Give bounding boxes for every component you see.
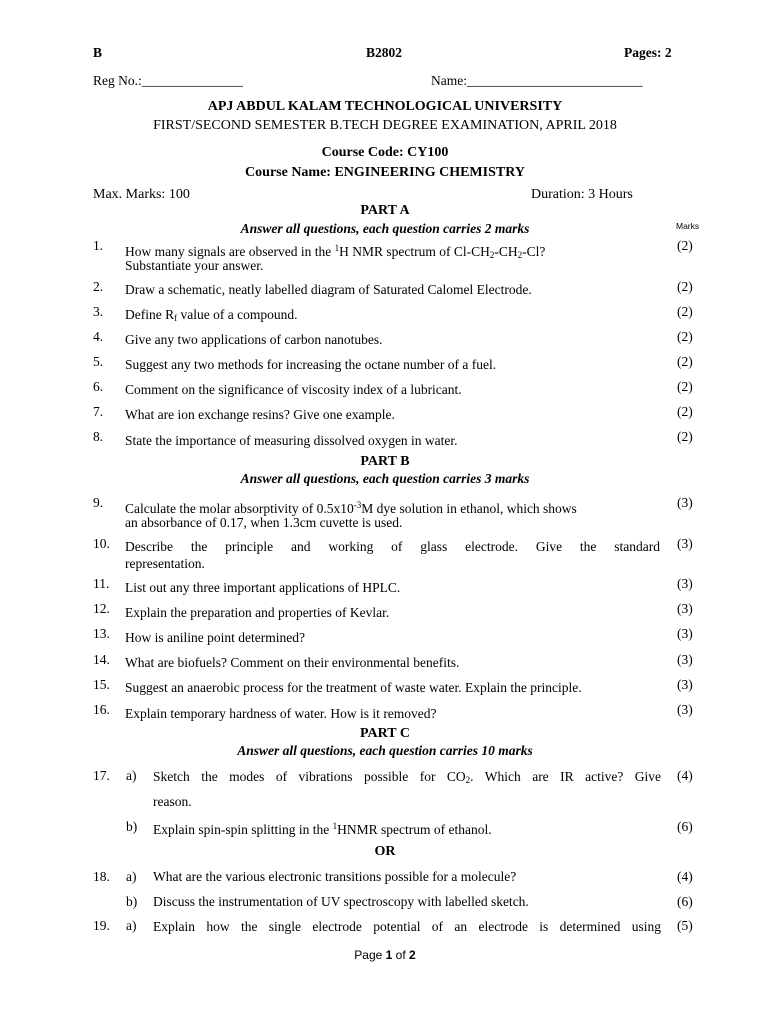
question-number: 12. <box>93 601 110 616</box>
course-name: Course Name: ENGINEERING CHEMISTRY <box>245 165 525 180</box>
question-text: What are the various electronic transitions possible for a molecule? <box>153 869 517 884</box>
page-footer: Page 1 of 2 <box>354 948 416 962</box>
question-text-line2: Substantiate your answer. <box>125 258 264 273</box>
sub-question-letter: b) <box>126 819 138 834</box>
question-marks: (2) <box>677 429 693 444</box>
question-marks: (6) <box>677 819 693 834</box>
or-separator: OR <box>374 844 396 859</box>
part-c-instruction: Answer all questions, each question carries 10 marks <box>237 743 533 758</box>
question-marks: (5) <box>677 918 693 933</box>
question-text: What are ion exchange resins? Give one example. <box>125 407 395 422</box>
question-marks: (3) <box>677 495 693 510</box>
question-marks: (3) <box>677 677 693 692</box>
question-marks: (4) <box>677 768 693 783</box>
sub-question-letter: b) <box>126 894 138 909</box>
question-marks: (2) <box>677 329 693 344</box>
question-number: 7. <box>93 404 104 419</box>
question-text: How many signals are observed in the $^1$H NMR spectrum of $Cl-CH_2-CH_2-Cl$? <box>125 243 546 260</box>
question-marks: (2) <box>677 279 693 294</box>
part-a-title: PART A <box>360 203 410 218</box>
question-number: 5. <box>93 354 104 369</box>
marks-column-heading: Marks <box>676 221 700 231</box>
question-marks: (3) <box>677 652 693 667</box>
paper-code: B2802 <box>366 45 403 60</box>
question-number: 4. <box>93 329 104 344</box>
question-marks: (3) <box>677 626 693 641</box>
question-text: Calculate the molar absorptivity of $0.5x10^{-3}M$ dye solution in ethanol, which shows <box>125 500 577 516</box>
question-text: Sketch the modes of vibrations possible for $CO_2$. Which are IR active? Give <box>153 769 662 785</box>
question-marks: (6) <box>677 894 693 909</box>
question-number: 2. <box>93 279 104 294</box>
question-marks: (3) <box>677 601 693 616</box>
question-number: 14. <box>93 652 110 667</box>
total-pages: 2 <box>409 948 416 962</box>
question-number: 8. <box>93 429 104 444</box>
question-marks: (2) <box>677 238 693 253</box>
question-number: 13. <box>93 626 110 641</box>
part-c-title: PART C <box>360 726 410 741</box>
question-text: Comment on the significance of viscosity index of a lubricant. <box>125 382 462 397</box>
question-number: 6. <box>93 379 104 394</box>
question-marks: (2) <box>677 404 693 419</box>
pages-count: Pages: 2 <box>624 45 672 60</box>
course-code: Course Code: CY100 <box>321 145 449 160</box>
question-text: Explain spin-spin splitting in the $^1$HNMR spectrum of ethanol. <box>153 821 492 837</box>
question-number: 18. <box>93 869 110 884</box>
question-text: How is aniline point determined? <box>125 630 305 645</box>
question-marks: (4) <box>677 869 693 884</box>
question-text: What are biofuels? Comment on their environmental benefits. <box>125 655 460 670</box>
question-number: 11. <box>93 576 110 591</box>
question-text: State the importance of measuring dissolved oxygen in water. <box>125 433 458 448</box>
part-b-title: PART B <box>360 454 410 469</box>
question-number: 10. <box>93 536 110 551</box>
series-label: B <box>93 45 103 60</box>
question-marks: (2) <box>677 304 693 319</box>
question-text-line2: an absorbance of 0.17, when 1.3cm cuvette is used. <box>125 515 403 530</box>
question-text: List out any three important applications of HPLC. <box>125 580 401 595</box>
max-marks: Max. Marks: 100 <box>93 187 190 202</box>
question-marks: (3) <box>677 576 693 591</box>
sub-question-letter: a) <box>126 869 137 884</box>
question-text: Give any two applications of carbon nanotubes. <box>125 332 383 347</box>
question-text: Define $R_f$ value of a compound. <box>125 307 298 323</box>
sub-question-letter: a) <box>126 918 137 933</box>
university-name: APJ ABDUL KALAM TECHNOLOGICAL UNIVERSITY <box>207 99 563 114</box>
name-field: Name:__________________________ <box>431 73 643 88</box>
question-marks: (2) <box>677 354 693 369</box>
question-text: Discuss the instrumentation of UV spectroscopy with labelled sketch. <box>153 894 529 909</box>
reg-no-field: Reg No.:_______________ <box>93 73 243 88</box>
question-text: Explain the preparation and properties of Kevlar. <box>125 605 390 620</box>
question-number: 15. <box>93 677 110 692</box>
sub-question-letter: a) <box>126 768 137 783</box>
question-number: 19. <box>93 918 110 933</box>
question-text-line2: reason. <box>153 794 192 809</box>
exam-title: FIRST/SECOND SEMESTER B.TECH DEGREE EXAMINATION, APRIL 2018 <box>153 118 617 133</box>
question-text: Describe the principle and working of glass electrode. Give the standard <box>125 539 660 554</box>
duration: Duration: 3 Hours <box>531 187 633 202</box>
question-marks: (3) <box>677 536 693 551</box>
part-a-instruction: Answer all questions, each question carries 2 marks <box>240 221 530 236</box>
current-page: 1 <box>385 948 393 962</box>
question-text: Suggest any two methods for increasing the octane number of a fuel. <box>125 357 497 372</box>
question-text-line2: representation. <box>125 556 205 571</box>
question-number: 1. <box>93 238 104 253</box>
question-marks: (3) <box>677 702 693 717</box>
part-b-instruction: Answer all questions, each question carries 3 marks <box>240 471 530 486</box>
question-number: 16. <box>93 702 110 717</box>
question-number: 9. <box>93 495 104 510</box>
question-text: Explain how the single electrode potential of an electrode is determined using <box>153 919 661 934</box>
question-text: Suggest an anaerobic process for the treatment of waste water. Explain the principle. <box>125 680 582 695</box>
question-number: 3. <box>93 304 104 319</box>
question-marks: (2) <box>677 379 693 394</box>
question-text: Explain temporary hardness of water. How is it removed? <box>125 706 437 721</box>
question-number: 17. <box>93 768 110 783</box>
question-text: Draw a schematic, neatly labelled diagram of Saturated Calomel Electrode. <box>125 282 532 297</box>
